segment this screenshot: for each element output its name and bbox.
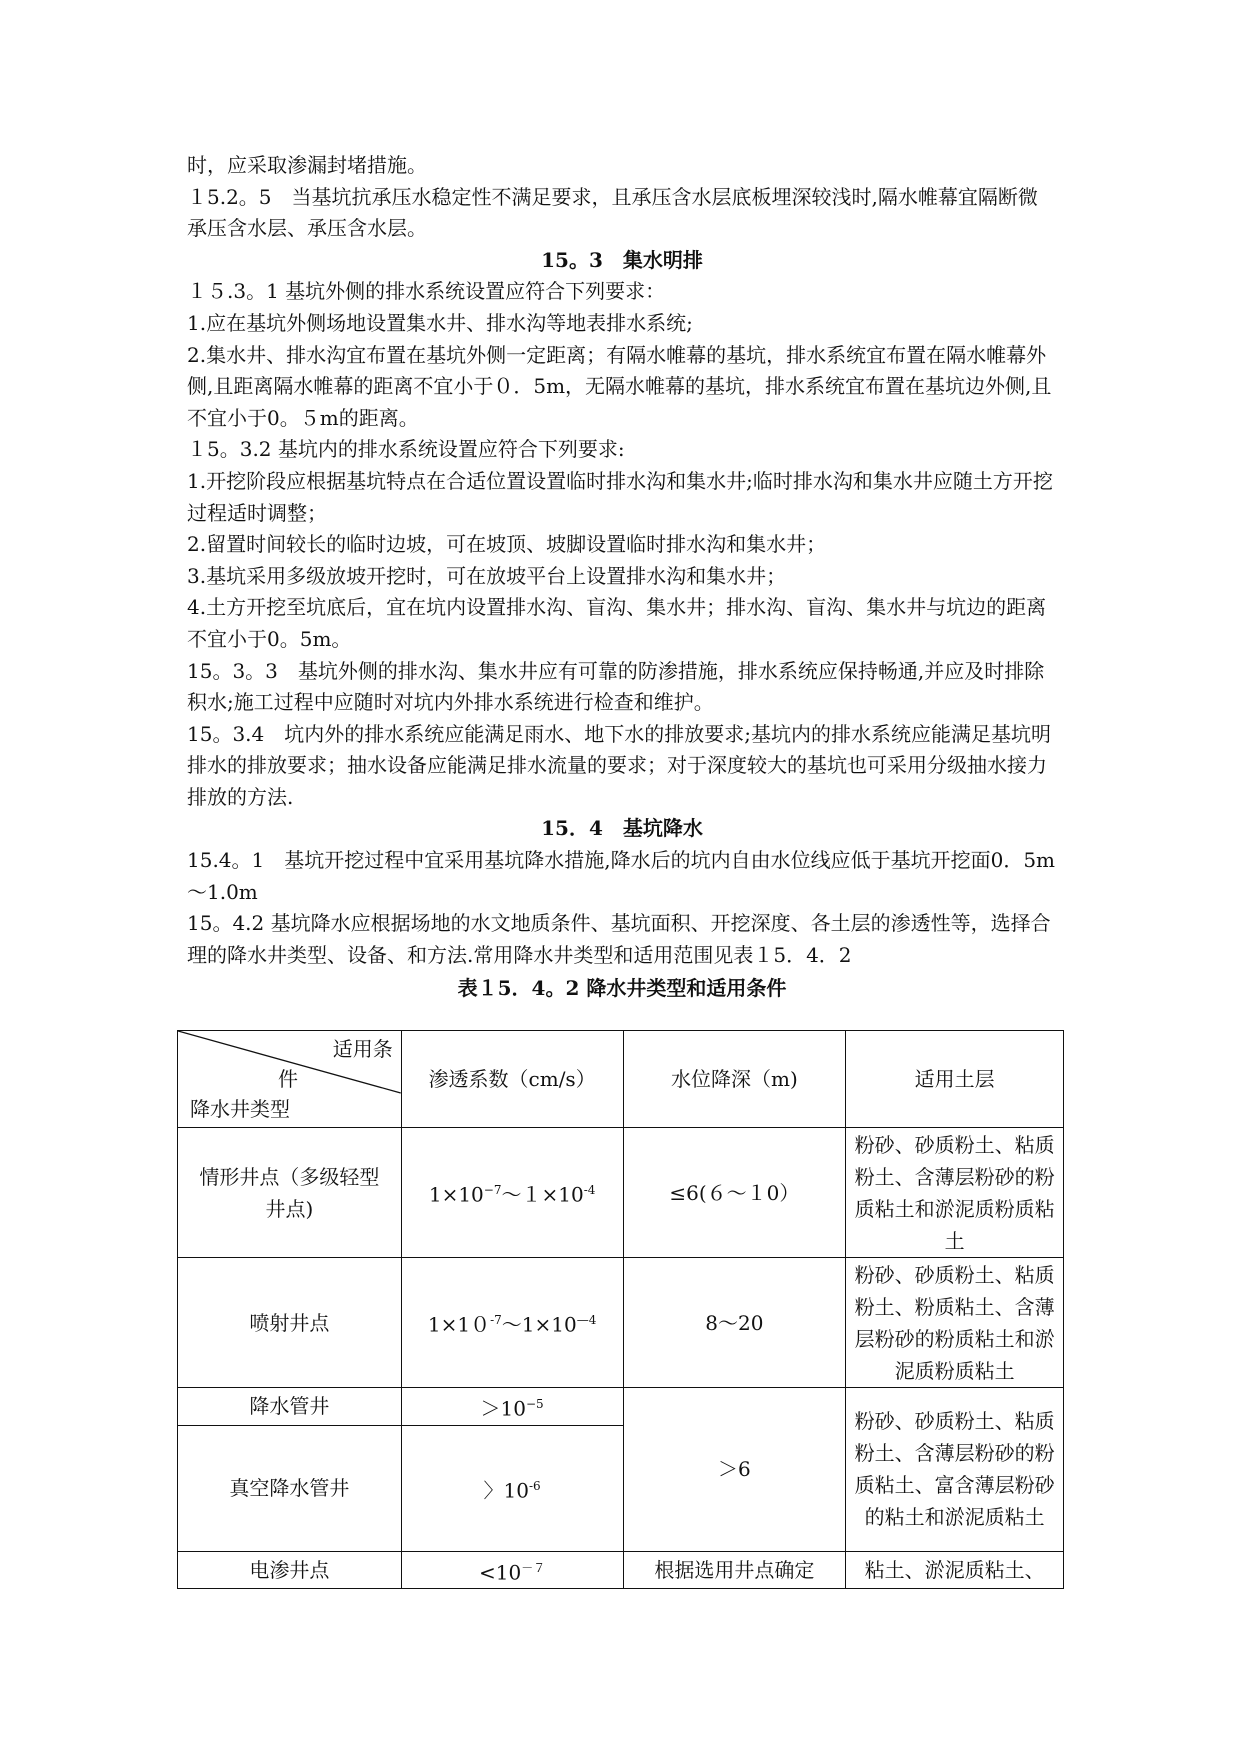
table-row bbox=[178, 1128, 1064, 1258]
permeability-cell: 〉$10^{-6}$ bbox=[401, 1425, 623, 1551]
permeability-cell: $1\times 10^{-7}\sim 1\times 10^{-4}$ bbox=[401, 1128, 623, 1258]
soil-cell: 粘土、淤泥质粘土、 bbox=[846, 1551, 1064, 1589]
paragraph: 15.4。1 基坑开挖过程中宜采用基坑降水措施,降水后的坑内自由水位线应低于基坑开挖面0．5m～1.0m bbox=[187, 848, 1056, 904]
drawdown-cell: ＞6 bbox=[623, 1388, 846, 1552]
drawdown-cell: ≤6(６～１0） bbox=[623, 1128, 846, 1258]
well-type-cell: 电渗井点 bbox=[178, 1551, 402, 1589]
well-type-cell: 喷射井点 bbox=[178, 1258, 402, 1388]
header-soil: 适用土层 bbox=[846, 1031, 1064, 1128]
paragraph: 1.开挖阶段应根据基坑特点在合适位置设置临时排水沟和集水井;临时排水沟和集水井应随土方开挖过程适时调整； bbox=[187, 468, 1053, 525]
soil-cell: 粉砂、砂质粉土、粘质粉土、含薄层粉砂的粉质粘土和淤泥质粉质粘土 bbox=[846, 1128, 1064, 1258]
header-drawdown: 水位降深（m) bbox=[623, 1031, 846, 1128]
paragraph: 1.应在基坑外侧场地设置集水井、排水沟等地表排水系统; bbox=[187, 310, 693, 335]
drawdown-cell: 根据选用井点确定 bbox=[623, 1551, 846, 1589]
soil-cell: 粉砂、砂质粉土、粘质粉土、含薄层粉砂的粉质粘土、富含薄层粉砂的粘土和淤泥质粘土 bbox=[846, 1388, 1064, 1552]
well-type-table bbox=[177, 1030, 1064, 1589]
paragraph: 2.集水井、排水沟宜布置在基坑外侧一定距离；有隔水帷幕的基坑，排水系统宜布置在隔水帷幕外侧,且距离隔水帷幕的距离不宜小于０．5m，无隔水帷幕的基坑，排水系统宜布置在基坑边外侧,且不宜小于0。５m的距离。 bbox=[187, 342, 1052, 430]
drawdown-cell: 8～20 bbox=[623, 1258, 846, 1388]
diag-header-bottom: 降水井类型 bbox=[190, 1097, 290, 1121]
paragraph: 4.土方开挖至坑底后，宜在坑内设置排水沟、盲沟、集水井；排水沟、盲沟、集水井与坑边的距离不宜小于0。5m。 bbox=[187, 595, 1047, 651]
body-text bbox=[187, 150, 1057, 1005]
table-title: 表１5．4。2 降水井类型和适用条件 bbox=[457, 976, 787, 1001]
paragraph: １５.3。1 基坑外侧的排水系统设置应符合下列要求： bbox=[187, 279, 666, 304]
paragraph: 时，应采取渗漏封堵措施。 bbox=[187, 153, 427, 177]
header-permeability: 渗透系数（cm/s） bbox=[401, 1031, 623, 1128]
paragraph: 2.留置时间较长的临时边坡，可在坡顶、坡脚设置临时排水沟和集水井； bbox=[187, 532, 827, 557]
table-row bbox=[178, 1258, 1064, 1388]
paragraph: 15。4.2 基坑降水应根据场地的水文地质条件、基坑面积、开挖深度、各土层的渗透性等，选择合理的降水井类型、设备、和方法.常用降水井类型和适用范围见表１5．4．2 bbox=[187, 911, 1051, 967]
table-row bbox=[178, 1551, 1064, 1589]
paragraph: 3.基坑采用多级放坡开挖时，可在放坡平台上设置排水沟和集水井； bbox=[187, 563, 787, 588]
well-type-cell: 降水管井 bbox=[178, 1388, 402, 1426]
table-row bbox=[178, 1388, 1064, 1426]
permeability-cell: $>10^{-5}$ bbox=[401, 1388, 623, 1426]
diagonal-header-cell bbox=[178, 1031, 402, 1128]
section-heading-15-3: 15。3 集水明排 bbox=[541, 247, 703, 272]
diag-header-mid: 件 bbox=[278, 1067, 298, 1091]
permeability-cell: $<10^{-7}$ bbox=[401, 1551, 623, 1589]
permeability-cell: $1\times 10^{-7}\sim 1\times 10^{—4}$ bbox=[401, 1258, 623, 1388]
paragraph: １5。3.2 基坑内的排水系统设置应符合下列要求: bbox=[187, 437, 625, 462]
section-heading-15-4: 15．4 基坑降水 bbox=[541, 816, 703, 841]
diag-header-top: 适用条 bbox=[332, 1037, 393, 1061]
paragraph: 15。3.4 坑内外的排水系统应能满足雨水、地下水的排放要求;基坑内的排水系统应能满足基坑明排水的排放要求；抽水设备应能满足排水流量的要求；对于深度较大的基坑也可采用分级抽水接力排放的方法. bbox=[187, 721, 1051, 809]
paragraph: １5.2。5 当基坑抗承压水稳定性不满足要求，且承压含水层底板埋深较浅时,隔水帷幕宜隔断微承压含水层、承压含水层。 bbox=[187, 184, 1038, 241]
well-type-cell: 真空降水管井 bbox=[178, 1425, 402, 1551]
soil-cell: 粉砂、砂质粉土、粘质粉土、粉质粘土、含薄层粉砂的粉质粘土和淤泥质粉质粘土 bbox=[846, 1258, 1064, 1388]
table-header-row bbox=[178, 1031, 1064, 1128]
paragraph: 15。3。3 基坑外侧的排水沟、集水井应有可靠的防渗措施，排水系统应保持畅通,并应及时排除积水;施工过程中应随时对坑内外排水系统进行检查和维护。 bbox=[187, 658, 1045, 715]
well-type-cell: 情形井点（多级轻型井点) bbox=[178, 1128, 402, 1258]
